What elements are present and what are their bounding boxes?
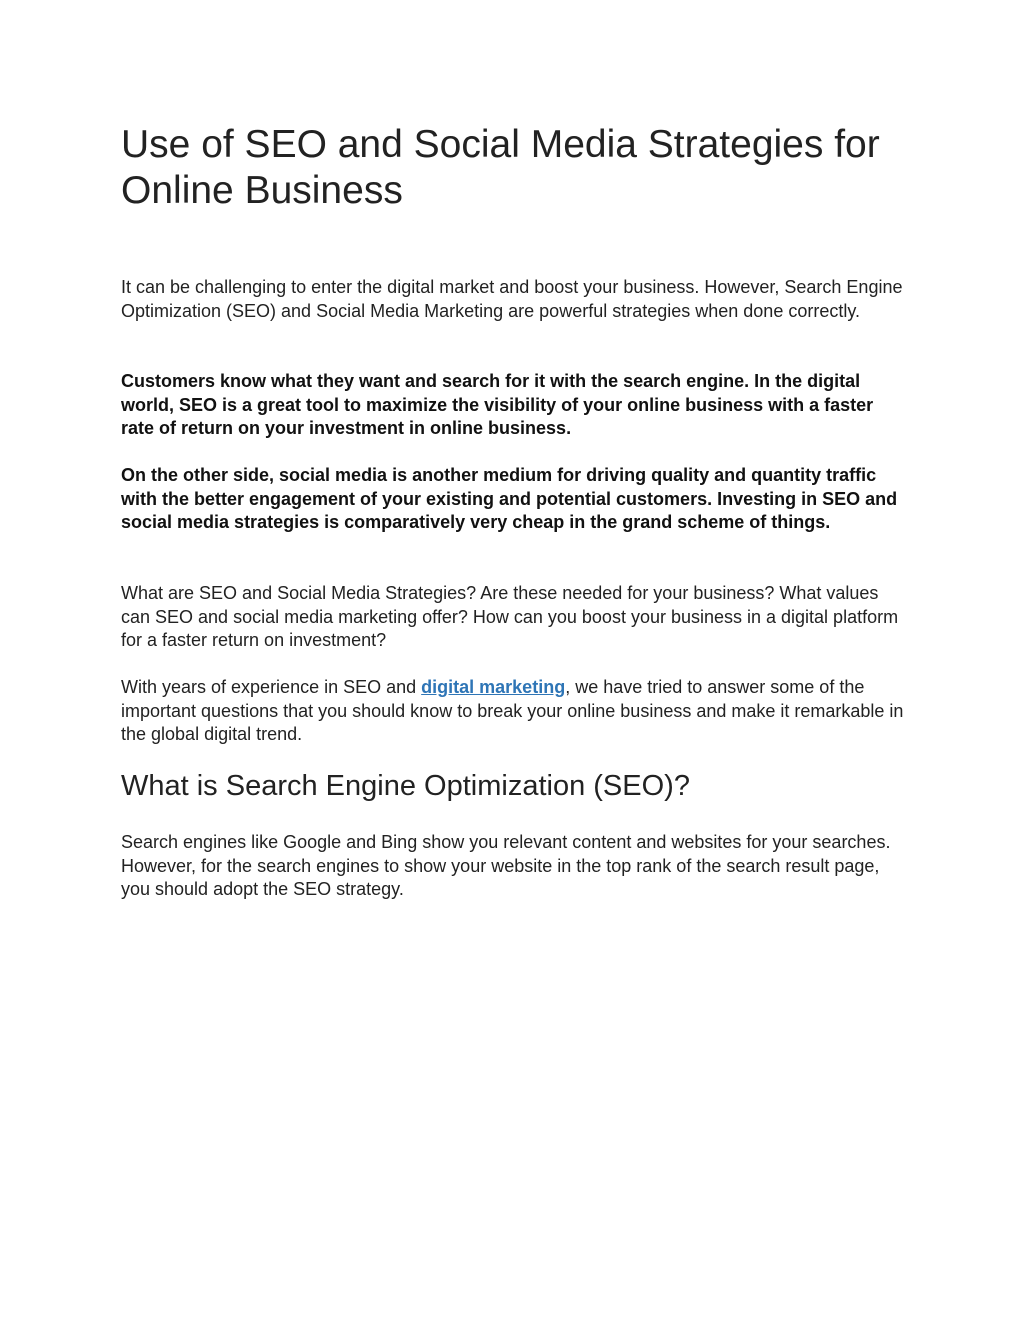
- experience-text-before: With years of experience in SEO and: [121, 677, 422, 697]
- document-title: Use of SEO and Social Media Strategies for Online Business: [121, 123, 880, 212]
- digital-marketing-link[interactable]: digital marketing: [421, 677, 566, 697]
- section-heading-seo: What is Search Engine Optimization (SEO)?: [121, 770, 690, 802]
- bold-paragraph-social: On the other side, social media is another medium for driving quality and quantity traffic with the better engagement of your existing and potential customers. Investing in SEO and social media strategies is comparatively very cheap in the grand scheme of things.: [121, 465, 898, 532]
- experience-text-after: , we have tried to answer some of the important questions that you should know to break your online business and make it remarkable in the global digital trend.: [121, 677, 904, 744]
- intro-paragraph: It can be challenging to enter the digital market and boost your business. However, Search Engine Optimization (SEO) and Social Media Marketing are powerful strategies when done correctly.: [121, 277, 903, 321]
- questions-paragraph: What are SEO and Social Media Strategies? Are these needed for your business? What values can SEO and social media marketing offer? How can you boost your business in a digital platform for a faster return on investment?: [121, 583, 899, 650]
- experience-paragraph: [121, 676, 911, 747]
- seo-paragraph: Search engines like Google and Bing show you relevant content and websites for your searches. However, for the search engines to show your website in the top rank of the search result page, you should adopt the SEO strategy.: [121, 832, 891, 899]
- bold-paragraph-search: Customers know what they want and search for it with the search engine. In the digital world, SEO is a great tool to maximize the visibility of your online business with a faster rate of return on your investment in online business.: [121, 371, 874, 438]
